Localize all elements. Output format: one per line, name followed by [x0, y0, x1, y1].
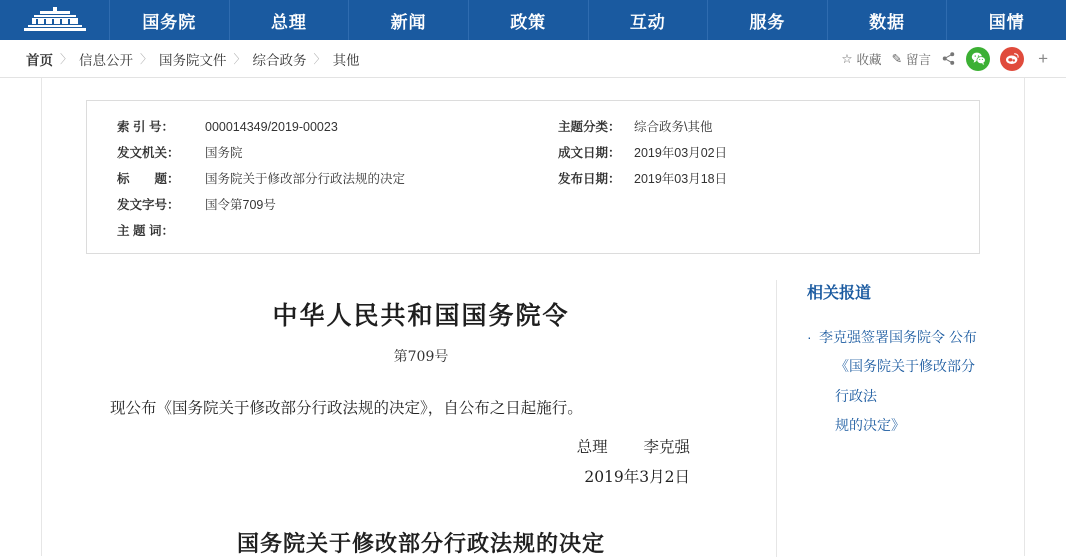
breadcrumb	[26, 49, 360, 69]
more-share-icon[interactable]: +	[1038, 48, 1048, 68]
breadcrumb-item-2[interactable]: 国务院文件	[159, 52, 227, 68]
nav-item-2[interactable]	[349, 0, 469, 40]
nav-item-0[interactable]	[110, 0, 230, 40]
signature-date: 2019年3月2日	[584, 468, 690, 487]
nav-item-4[interactable]	[589, 0, 709, 40]
nav-item-label: 国情	[988, 12, 1025, 32]
breadcrumb-bar	[0, 40, 1066, 78]
wechat-icon[interactable]	[966, 47, 990, 71]
metadata-label: 发布日期：	[558, 172, 621, 186]
metadata-label: 索 引 号：	[117, 120, 174, 134]
metadata-column-left	[87, 117, 538, 239]
nav-item-label: 互动	[629, 12, 666, 32]
nav-item-label: 政策	[510, 12, 547, 32]
metadata-value: 国务院关于修改部分行政法规的决定	[205, 172, 406, 186]
related-report-line2: 《国务院关于修改部分行政法	[835, 358, 975, 404]
breadcrumb-item-1[interactable]: 信息公开	[79, 52, 134, 68]
related-reports-panel	[776, 280, 980, 557]
nav-item-label: 服务	[749, 12, 786, 32]
metadata-value: 2019年03月18日	[634, 172, 728, 186]
metadata-label: 发文字号：	[117, 198, 180, 212]
nav-item-label: 总理	[270, 12, 307, 32]
nav-item-5[interactable]	[708, 0, 828, 40]
document-paragraph: 现公布《国务院关于修改部分行政法规的决定》，自公布之日起施行。	[110, 399, 583, 417]
breadcrumb-separator: 〉	[313, 52, 326, 66]
page-title: 中华人民共和国国务院令	[272, 301, 570, 330]
breadcrumb-item-4[interactable]: 其他	[332, 52, 360, 68]
document-subtitle: 国务院关于修改部分行政法规的决定	[236, 531, 605, 557]
related-report-link[interactable]	[807, 323, 980, 441]
related-report-line1: 李克强签署国务院令 公布	[819, 329, 977, 345]
metadata-label: 成文日期：	[558, 146, 621, 160]
metadata-value: 国令第709号	[205, 198, 276, 212]
nav-item-3[interactable]	[469, 0, 589, 40]
metadata-row	[117, 143, 538, 161]
pencil-icon: ✎	[891, 52, 903, 66]
nav-item-label: 数据	[869, 12, 906, 32]
metadata-row	[117, 169, 538, 187]
metadata-row	[558, 117, 979, 135]
comment-button[interactable]	[892, 50, 932, 68]
nav-item-6[interactable]	[828, 0, 948, 40]
signature-line	[86, 435, 756, 457]
share-button[interactable]	[941, 51, 956, 66]
metadata-row	[117, 221, 538, 239]
metadata-value: 2019年03月02日	[634, 146, 728, 160]
signer-label: 总理	[576, 438, 608, 457]
favorite-button[interactable]	[841, 50, 881, 68]
metadata-label: 标 题：	[117, 172, 180, 186]
related-reports-title: 相关报道	[807, 285, 872, 302]
frame-rule-right	[1024, 78, 1025, 556]
breadcrumb-separator: 〉	[60, 52, 73, 66]
nav-item-label: 国务院	[142, 12, 197, 32]
bullet-icon: ·	[807, 329, 812, 345]
top-navigation	[0, 0, 1066, 40]
share-icon	[941, 51, 956, 66]
comment-label: 留言	[906, 52, 932, 67]
favorite-label: 收藏	[856, 52, 882, 67]
breadcrumb-item-home[interactable]: 首页	[26, 52, 53, 68]
content-columns	[86, 280, 980, 557]
signer-name: 李克强	[643, 438, 690, 457]
document-metadata	[86, 100, 980, 254]
content-area	[42, 78, 1024, 556]
weibo-icon[interactable]	[1000, 47, 1024, 71]
metadata-column-right	[538, 117, 979, 239]
related-report-line3: 规的决定》	[835, 417, 905, 434]
breadcrumb-separator: 〉	[140, 52, 153, 66]
star-icon: ☆	[841, 52, 853, 66]
breadcrumb-separator: 〉	[233, 52, 246, 66]
metadata-value: 000014349/2019-00023	[205, 120, 338, 134]
page-actions	[841, 47, 1052, 71]
metadata-value: 国务院	[205, 146, 243, 160]
metadata-row	[117, 195, 538, 213]
nav-item-7[interactable]	[947, 0, 1066, 40]
metadata-label: 发文机关：	[117, 146, 180, 160]
metadata-row	[558, 143, 979, 161]
metadata-value: 综合政务\其他	[634, 120, 713, 134]
metadata-row	[558, 169, 979, 187]
metadata-row	[117, 117, 538, 135]
page-body	[0, 78, 1066, 556]
nav-item-label: 新闻	[390, 12, 427, 32]
metadata-label: 主 题 词：	[117, 224, 174, 238]
document-article	[86, 280, 776, 557]
metadata-label: 主题分类：	[558, 120, 621, 134]
decree-number: 第709号	[393, 349, 449, 365]
breadcrumb-item-3[interactable]: 综合政务	[252, 52, 307, 68]
nav-item-1[interactable]	[230, 0, 350, 40]
national-emblem-icon[interactable]	[0, 0, 110, 40]
